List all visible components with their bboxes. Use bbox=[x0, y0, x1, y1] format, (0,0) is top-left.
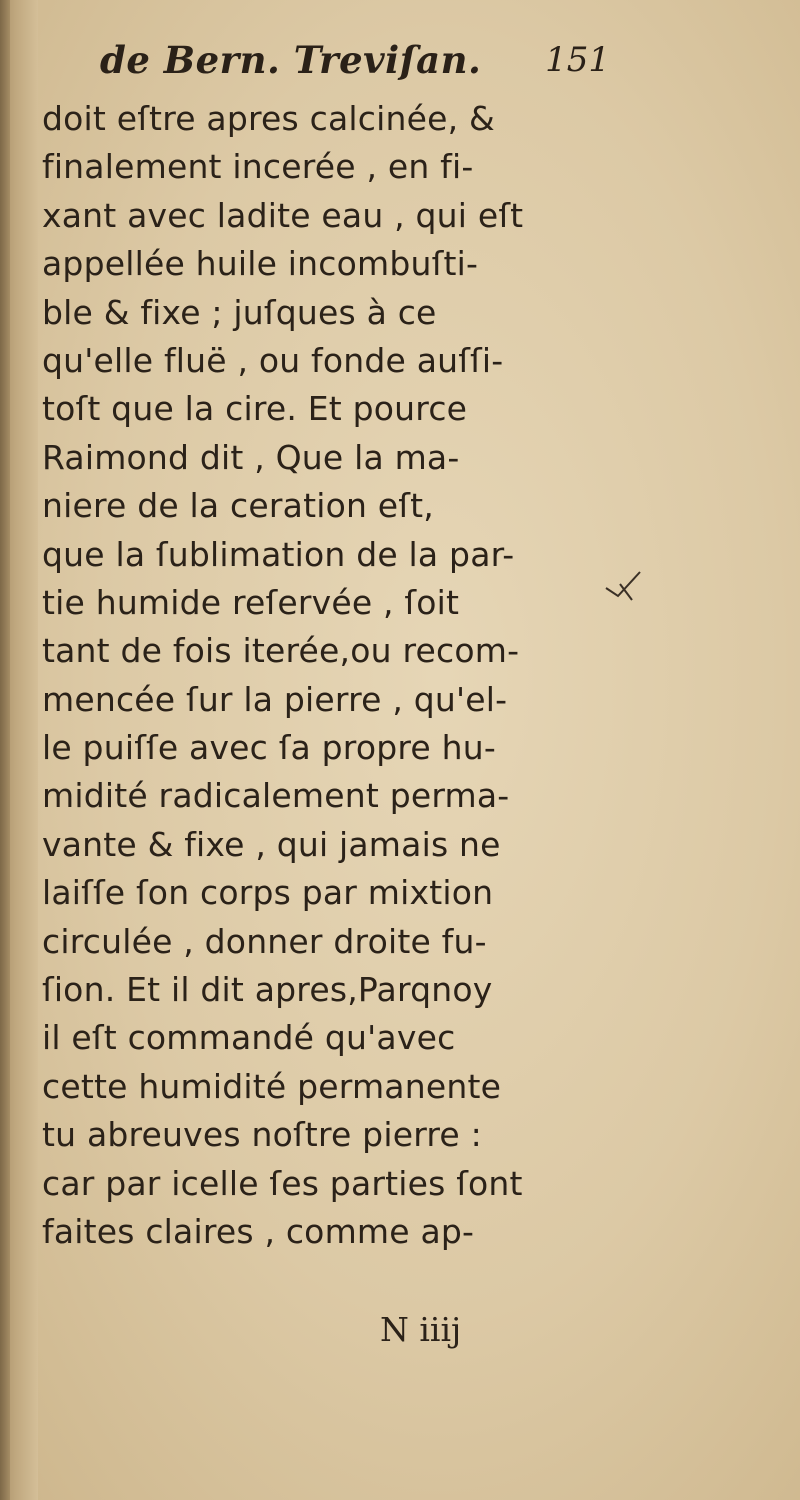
text-line: laiſſe ſon corps par mixtion bbox=[42, 873, 494, 913]
text-line: faites claires , comme ap- bbox=[42, 1211, 475, 1251]
text-line: xant avec ladite eau , qui eſt bbox=[42, 195, 524, 235]
binding-edge bbox=[0, 0, 10, 1500]
text-line: il eſt commandé qu'avec bbox=[42, 1018, 456, 1058]
text-line: tie humide reſervée , ſoit bbox=[42, 582, 460, 622]
text-line: cette humidité permanente bbox=[42, 1066, 502, 1106]
binding-gutter bbox=[0, 0, 38, 1500]
running-title: de Bern. Treviſan. bbox=[100, 38, 482, 82]
text-line: mencée ſur la pierre , qu'el- bbox=[42, 679, 508, 719]
text-line: niere de la ceration eſt, bbox=[42, 486, 434, 526]
text-line: ble & fixe ; juſques à ce bbox=[42, 292, 437, 332]
margin-pen-mark bbox=[600, 566, 680, 606]
text-line: appellée huile incombuſti- bbox=[42, 244, 479, 284]
text-line: vante & fixe , qui jamais ne bbox=[42, 824, 501, 864]
page-number: 151 bbox=[545, 40, 610, 80]
text-line: car par icelle ſes parties ſont bbox=[42, 1163, 523, 1203]
text-line: que la ſublimation de la par- bbox=[42, 534, 515, 574]
text-line: qu'elle fluë , ou fonde auſſi- bbox=[42, 340, 504, 380]
body-text bbox=[42, 95, 597, 1256]
text-line: circulée , donner droite fu- bbox=[42, 921, 487, 961]
text-line: Raimond dit , Que la ma- bbox=[42, 437, 460, 477]
text-line: finalement incerée , en fi- bbox=[42, 147, 474, 187]
text-line: le puiſſe avec ſa propre hu- bbox=[42, 728, 496, 768]
signature-mark: N iiij bbox=[380, 1310, 462, 1349]
text-line: tant de fois iterée,ou recom- bbox=[42, 631, 520, 671]
page-header bbox=[100, 38, 610, 98]
text-line: ſion. Et il dit apres,Parqnoy bbox=[42, 970, 493, 1010]
text-line: doit eſtre apres calcinée, & bbox=[42, 99, 495, 138]
text-line: tu abreuves noſtre pierre : bbox=[42, 1115, 482, 1155]
text-line: toſt que la cire. Et pource bbox=[42, 389, 468, 429]
text-line: midité radicalement perma- bbox=[42, 776, 510, 816]
